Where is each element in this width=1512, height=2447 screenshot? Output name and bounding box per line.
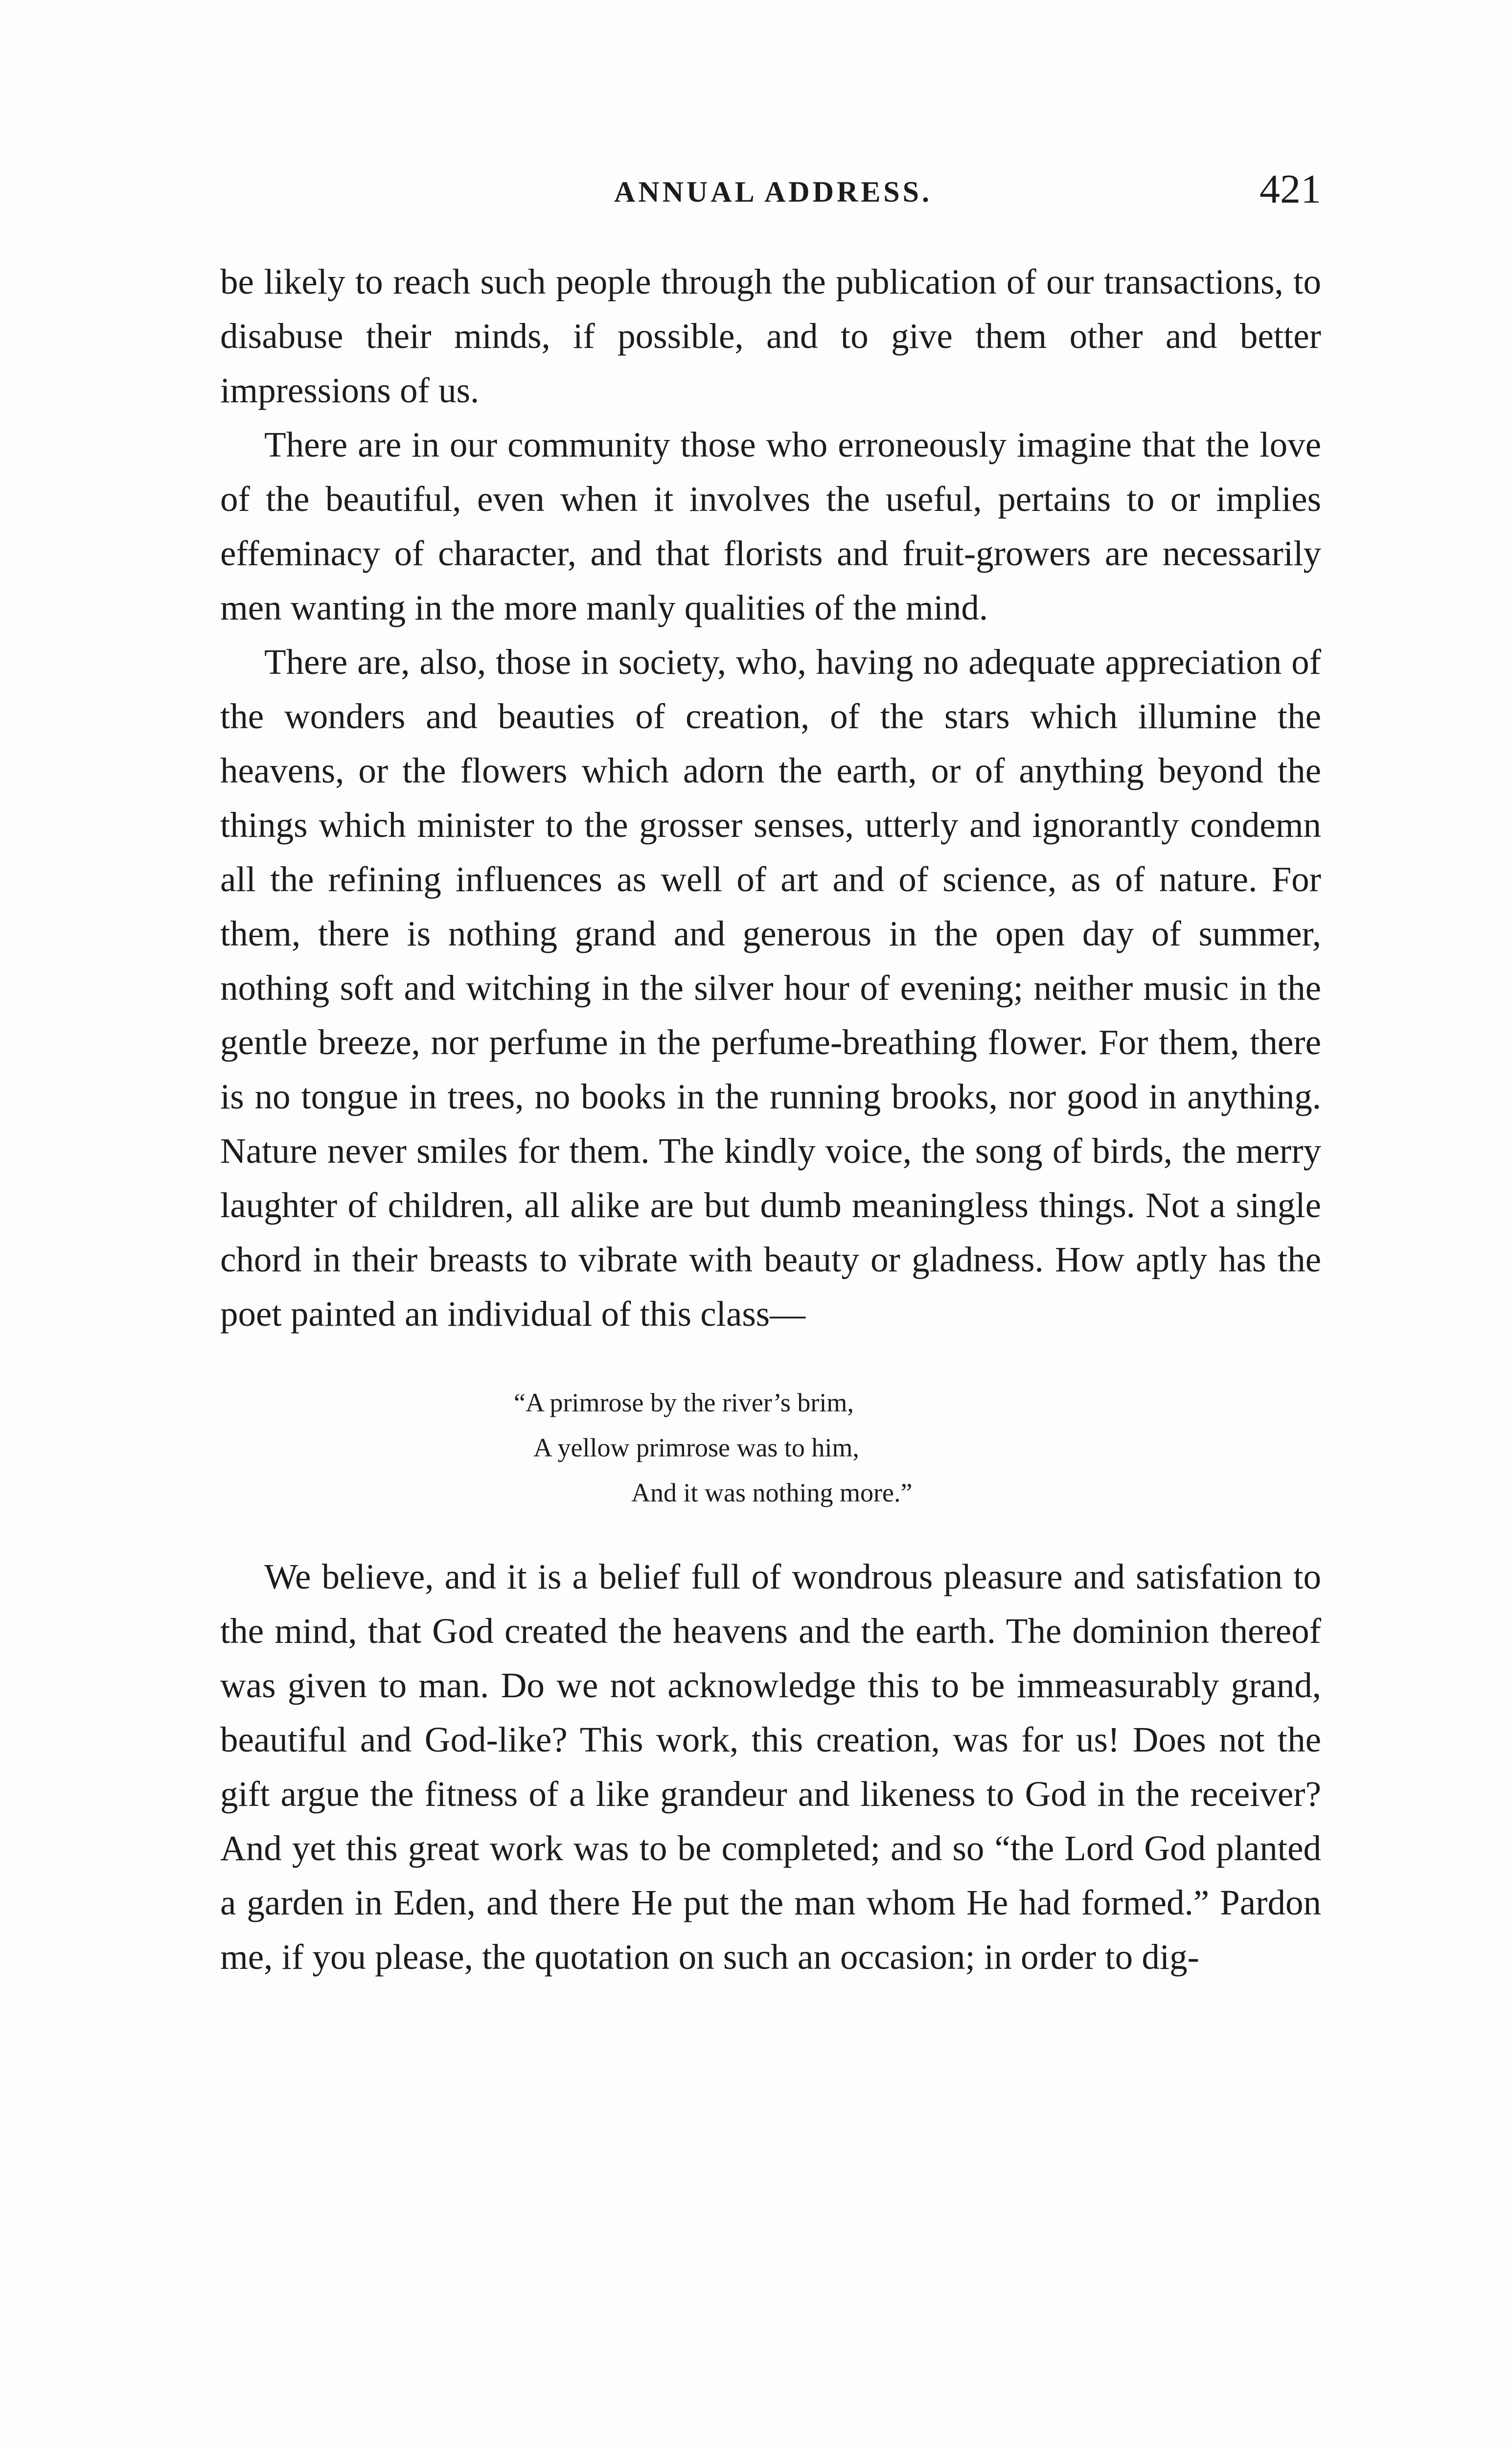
paragraph-society: There are, also, those in society, who, having no adequate appreciation of the wonders and beauties of creation, of the stars which illumine the heavens, or the flowers which adorn the earth, or of anything beyond the things which minister to the grosser senses, utterly and ignorantly condemn all the refining influences as well of art and of science, as of nature. For them, there is nothing grand and generous in the open day of summer, nothing soft and witching in the silver hour of evening; neither music in the gentle breeze, nor perfume in the perfume-breathing flower. For them, there is no tongue in trees, no books in the running brooks, nor good in anything. Nature never smiles for them. The kindly voice, the song of birds, the merry laughter of children, all alike are but dumb meaningless things. Not a single chord in their breasts to vibrate with beauty or gladness. How aptly has the poet painted an individual of this class— <box>220 642 1321 1334</box>
quote-line: A yellow primrose was to him, <box>533 1433 859 1462</box>
running-title: ANNUAL ADDRESS. <box>614 176 933 208</box>
quote-line: “A primrose by the river’s brim, <box>514 1388 854 1417</box>
paragraph-continued: be likely to reach such people through the publication of our transactions, to disabuse their minds, if possible, and to give them other and better impressions of us. <box>220 262 1321 410</box>
body-text <box>220 254 1321 1984</box>
quote-line: And it was nothing more.” <box>631 1478 913 1507</box>
paragraph-belief: We believe, and it is a belief full of wondrous pleasure and satisfation to the mind, that God created the heavens and the earth. The dominion thereof was given to man. Do we not acknowledge this to be immeasurably grand, beautiful and God-like? This work, this creation, was for us! Does not the gift argue the fitness of a like grandeur and likeness to God in the receiver? And yet this great work was to be completed; and so “the Lord God planted a garden in Eden, and there He put the man whom He had formed.” Pardon me, if you please, the quotation on such an occasion; in order to dig- <box>220 1557 1321 1977</box>
poem-quote <box>220 1380 1321 1515</box>
running-head <box>225 165 1321 219</box>
paragraph-community: There are in our community those who erroneously imagine that the love of the beautiful, even when it involves the useful, pertains to or implies effeminacy of character, and that florists and fruit-growers are necessarily men wanting in the more manly qualities of the mind. <box>220 425 1321 627</box>
page-number: 421 <box>1260 166 1321 212</box>
